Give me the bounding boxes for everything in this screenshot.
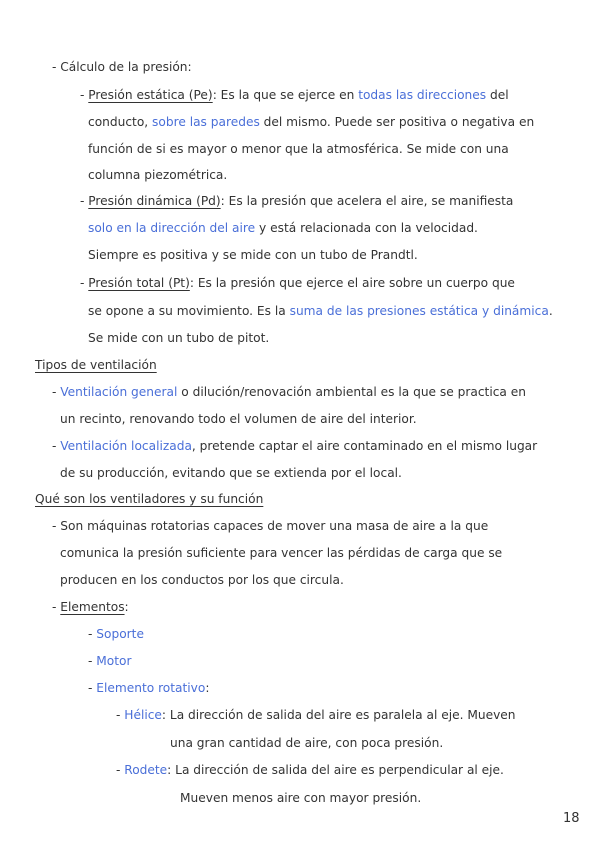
dinamica-line-3: Siempre es positiva y se mide con un tubo de Prandtl. [88, 248, 418, 262]
tipos-heading: Tipos de ventilación [35, 358, 157, 372]
soporte-item [88, 626, 144, 642]
highlight-text: Rodete [124, 763, 168, 777]
page-number: 18 [563, 811, 580, 826]
bullet-dash: - [88, 627, 97, 641]
calculo-heading: - Cálculo de la presión: [52, 60, 192, 74]
total-line-3: Se mide con un tubo de pitot. [88, 331, 270, 345]
definicion-line-3: producen en los conductos por los que circula. [60, 573, 344, 587]
estatica-term: Presión estática (Pe) [88, 88, 213, 102]
helice-line-1: - Hélice: La dirección de salida del aire es paralela al eje. Mueven [116, 708, 516, 722]
total-line-2: se opone a su movimiento. Es la suma de las presiones estática y dinámica. [88, 304, 553, 318]
highlight-text: Motor [96, 654, 132, 668]
estatica-line-4: columna piezométrica. [88, 168, 228, 182]
highlight-text: sobre las paredes [152, 115, 260, 129]
definicion-line-1: - Son máquinas rotatorias capaces de mover una masa de aire a la que [52, 519, 489, 533]
estatica-line-2: conducto, sobre las paredes del mismo. Puede ser positiva o negativa en [88, 115, 535, 129]
estatica-line-1: - Presión estática (Pe): Es la que se ejerce en todas las direcciones del [80, 88, 509, 102]
bullet-dash: - [80, 194, 89, 208]
highlight-text: Hélice [124, 708, 162, 722]
bullet-dash: - [88, 681, 97, 695]
highlight-text: todas las direcciones [358, 88, 487, 102]
estatica-line-3: función de si es mayor o menor que la atmosférica. Se mide con una [88, 142, 509, 156]
dinamica-term: Presión dinámica (Pd) [88, 194, 221, 208]
bullet-dash: - [80, 276, 89, 290]
localizada-line-2: de su producción, evitando que se extienda por el local. [60, 466, 402, 480]
total-line-1: - Presión total (Pt): Es la presión que ejerce el aire sobre un cuerpo que [80, 276, 515, 290]
bullet-dash: - [116, 763, 125, 777]
bullet-dash: - [88, 654, 97, 668]
rotativo-item: - Elemento rotativo: [88, 681, 210, 695]
total-term: Presión total (Pt) [88, 276, 190, 290]
highlight-text: estática y dinámica [429, 304, 549, 318]
bullet-dash: - [52, 600, 61, 614]
highlight-text: suma de las presiones [289, 304, 426, 318]
bullet-dash: - [52, 439, 61, 453]
bullet-dash: - [116, 708, 125, 722]
ventiladores-heading: Qué son los ventiladores y su función [35, 492, 264, 506]
helice-line-2: una gran cantidad de aire, con poca presión. [170, 736, 444, 750]
general-line-2: un recinto, renovando todo el volumen de aire del interior. [60, 412, 417, 426]
bullet-dash: - [52, 385, 61, 399]
highlight-text: Soporte [96, 627, 144, 641]
highlight-text: solo en la dirección del aire [88, 221, 256, 235]
bullet-dash: - [80, 88, 89, 102]
elementos-line: - Elementos: [52, 600, 129, 614]
rodete-line-2: Mueven menos aire con mayor presión. [180, 791, 422, 805]
general-line-1: - Ventilación general o dilución/renovación ambiental es la que se practica en [52, 385, 526, 399]
definicion-line-2: comunica la presión suficiente para vencer las pérdidas de carga que se [60, 546, 503, 560]
highlight-text: Ventilación general [60, 385, 178, 399]
dinamica-line-2: solo en la dirección del aire y está relacionada con la velocidad. [88, 221, 478, 235]
dinamica-line-1: - Presión dinámica (Pd): Es la presión que acelera el aire, se manifiesta [80, 194, 514, 208]
rodete-line-1: - Rodete: La dirección de salida del aire es perpendicular al eje. [116, 763, 504, 777]
highlight-text: Ventilación localizada [60, 439, 192, 453]
motor-item [88, 653, 132, 669]
elementos-label: Elementos [60, 600, 125, 614]
highlight-text: Elemento rotativo [96, 681, 206, 695]
localizada-line-1: - Ventilación localizada, pretende captar el aire contaminado en el mismo lugar [52, 439, 538, 453]
